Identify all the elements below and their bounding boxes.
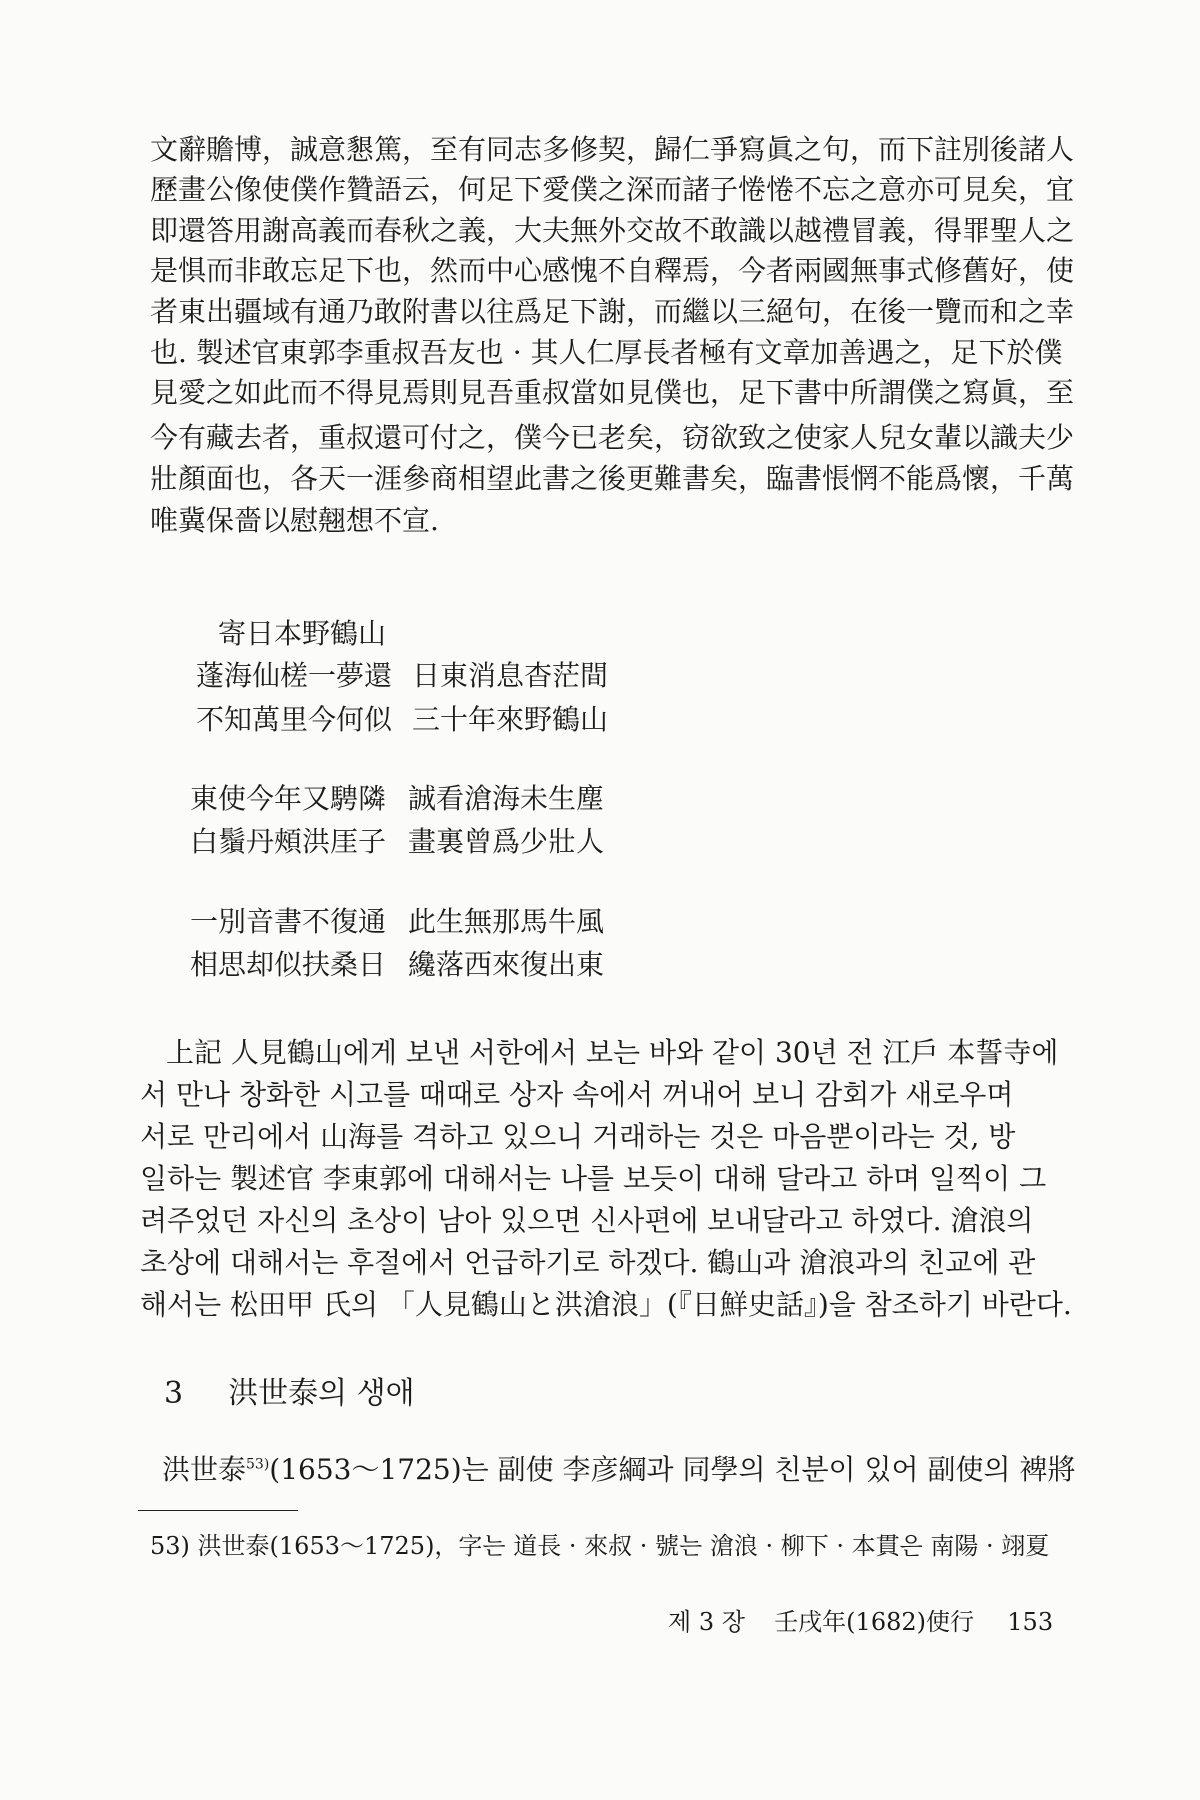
letter-line: 即還答用謝高義而春秋之義，大夫無外交故不敢識以越禮冒義，得罪聖人之 (150, 214, 1075, 247)
letter-line: 者東出疆域有通乃敢附書以往爲足下謝，而繼以三絕句，在後一覽而和之幸 (150, 295, 1075, 328)
letter-line: 也. 製述官東郭李重叔吾友也 · 其人仁厚長者極有文章加善遇之，足下於僕 (150, 336, 1063, 369)
running-footer (668, 1602, 1053, 1637)
footnote-text: 洪世泰(1653～1725)，字는 道長 · 來叔 · 號는 滄浪 · 柳下 · 本貫은 南陽 · 翊夏 (197, 1532, 1050, 1560)
footnote-reference[interactable]: 53) (246, 1456, 270, 1473)
letter-line: 唯冀保嗇以慰翹想不宣. (150, 504, 439, 537)
commentary-line: 上記 人見鶴山에게 보낸 서한에서 보는 바와 같이 30년 전 江戶 本誓寺에 (166, 1036, 1059, 1069)
section-title: 洪世泰의 생애 (228, 1376, 415, 1411)
person-name: 洪世泰 (162, 1453, 247, 1486)
poem-verse-left: 東使今年又騁隣 (190, 782, 387, 815)
poem-verse-left: 相思却似扶桑日 (190, 948, 387, 981)
poem-verse-right: 三十年來野鶴山 (412, 703, 609, 736)
poem-title: 寄日本野鶴山 (218, 617, 387, 650)
letter-line: 文辭贍博，誠意懇篤，至有同志多修契，歸仁爭寫眞之句，而下註別後諸人 (150, 133, 1075, 166)
letter-line: 壯顏面也，各天一涯參商相望此書之後更難書矣，臨書悵惘不能爲懷，千萬 (150, 462, 1075, 495)
footnote (150, 1526, 1049, 1561)
chapter-label: 제 3 장 (668, 1608, 745, 1636)
commentary-line: 서로 만리에서 山海를 격하고 있으니 거래하는 것은 마음뿐이라는 것, 방 (140, 1120, 1016, 1153)
poem-verse-left: 白鬚丹頰洪厓子 (190, 825, 387, 858)
letter-line: 是惧而非敢忘足下也，然而中心感愧不自釋焉，今者兩國無事式修舊好，使 (150, 254, 1075, 287)
letter-line: 見愛之如此而不得見焉則見吾重叔當如見僕也，足下書中所謂僕之寫眞，至 (150, 376, 1075, 409)
commentary-line: 초상에 대해서는 후절에서 언급하기로 하겠다. 鶴山과 滄浪과의 친교에 관 (140, 1246, 1036, 1279)
intro-text: (1653～1725)는 副使 李彦綱과 同學의 친분이 있어 副使의 裨將 (269, 1453, 1076, 1486)
commentary-line: 일하는 製述官 李東郭에 대해서는 나를 보듯이 대해 달라고 하며 일찍이 그 (140, 1162, 1047, 1195)
page-number: 153 (1007, 1608, 1054, 1636)
poem-verse-right: 日東消息杳茫間 (412, 659, 609, 692)
poem-verse-right: 誠看滄海未生塵 (408, 782, 605, 815)
commentary-line: 해서는 松田甲 氏의 「人見鶴山と洪滄浪」(『日鮮史話』)을 참조하기 바란다. (140, 1288, 1072, 1321)
commentary-line: 려주었던 자신의 초상이 남아 있으면 신사편에 보내달라고 하였다. 滄浪의 (140, 1204, 1034, 1237)
chapter-title: 壬戌年(1682)使行 (774, 1608, 974, 1636)
letter-line: 歷畫公像使僕作贊語云，何足下愛僕之深而諸子惓惓不忘之意亦可見矣，宜 (150, 173, 1075, 206)
poem-verse-left: 一別音書不復通 (190, 905, 387, 938)
poem-verse-left: 不知萬里今何似 (196, 703, 393, 736)
section-heading (164, 1368, 415, 1412)
section-number: 3 (164, 1376, 184, 1411)
footnote-number: 53) (150, 1532, 190, 1560)
letter-line: 今有藏去者，重叔還可付之，僕今已老矣，窃欲致之使家人兒女輩以識夫少 (150, 421, 1075, 454)
poem-verse-right: 此生無那馬牛風 (408, 905, 605, 938)
poem-verse-right: 畫裏曾爲少壯人 (408, 825, 605, 858)
commentary-line: 서 만나 창화한 시고를 때때로 상자 속에서 꺼내어 보니 감회가 새로우며 (140, 1078, 1014, 1111)
poem-verse-left: 蓬海仙槎一夢還 (196, 659, 393, 692)
section-intro-line (162, 1448, 1075, 1492)
footnote-divider (138, 1510, 298, 1511)
poem-verse-right: 纔落西來復出東 (408, 948, 605, 981)
